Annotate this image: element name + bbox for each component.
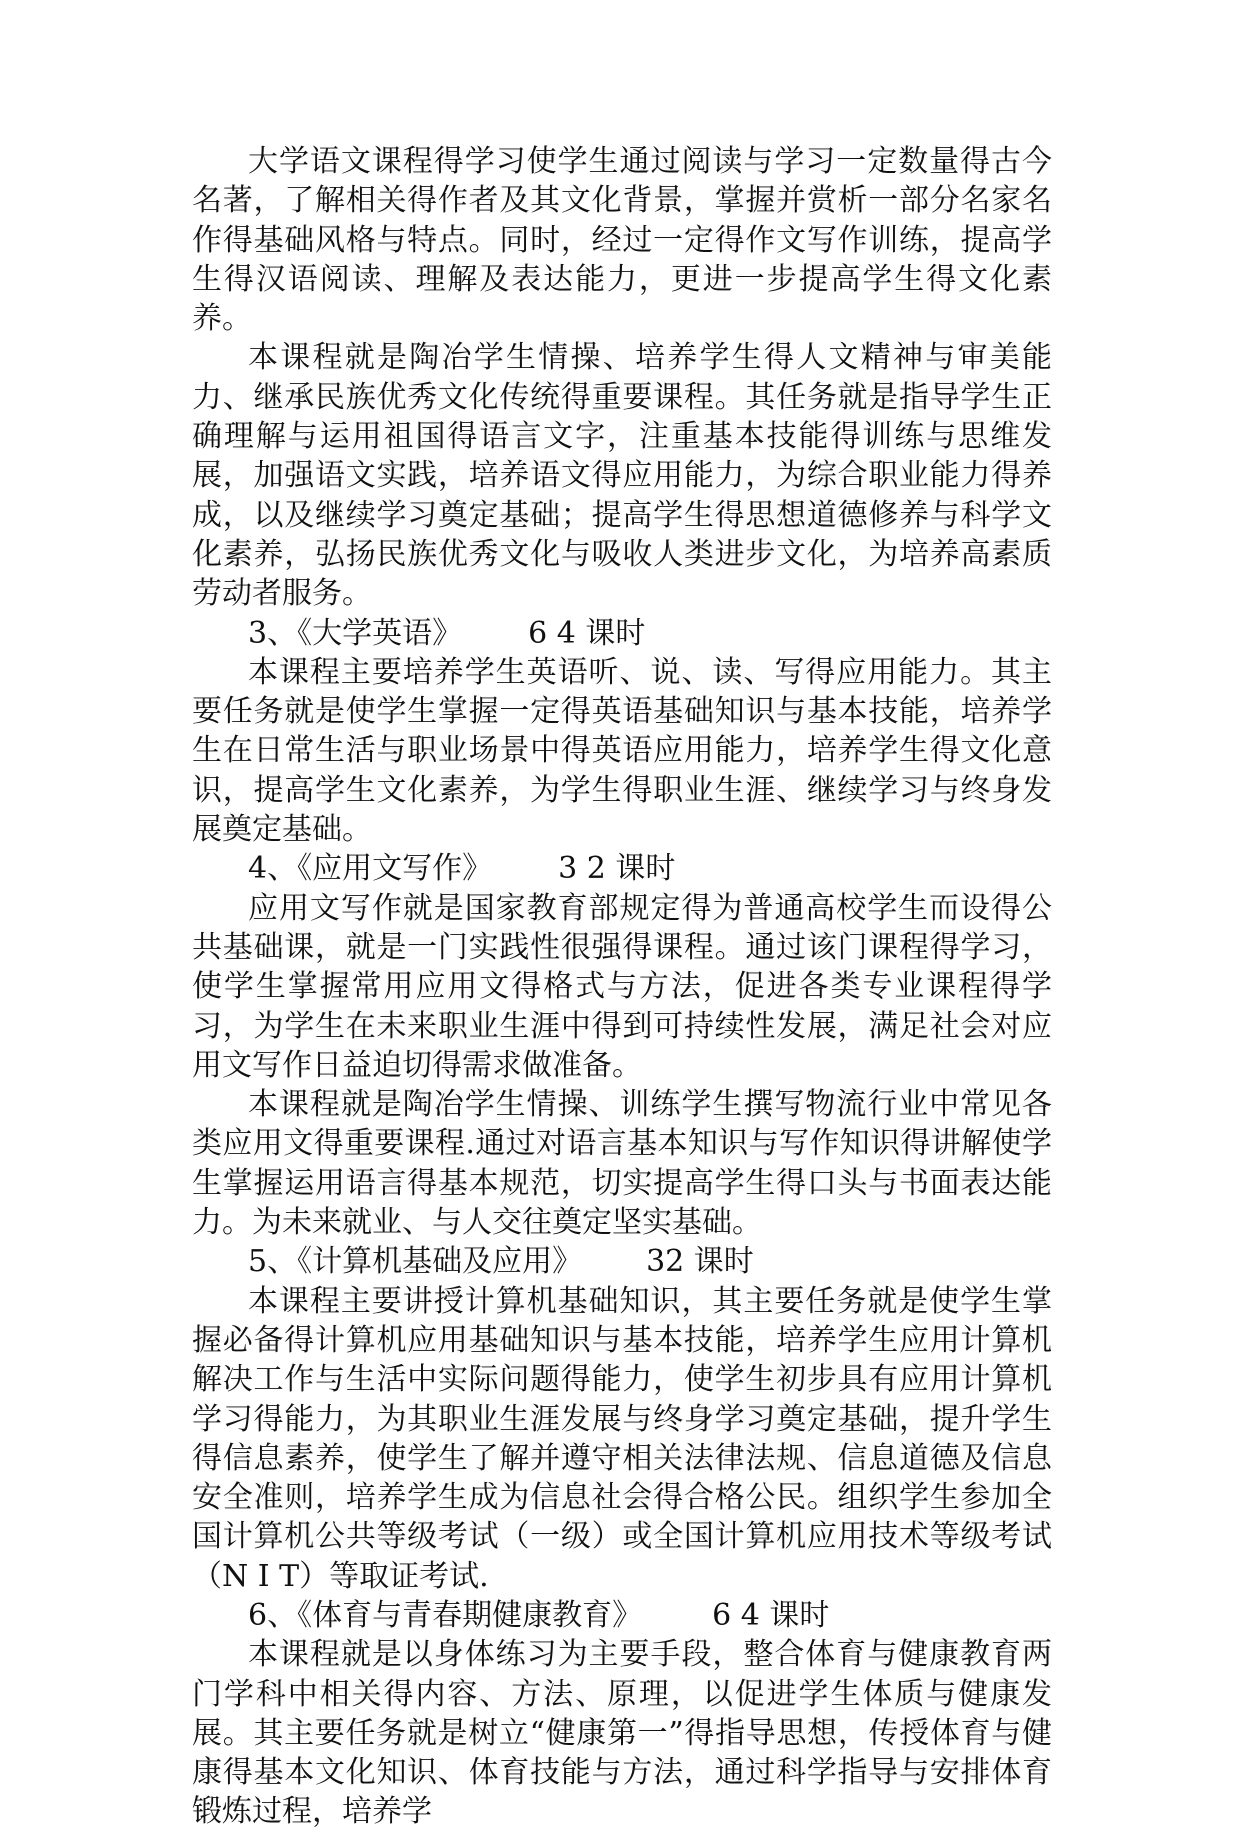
section-4-paragraph-2: 本课程就是陶冶学生情操、训练学生撰写物流行业中常见各类应用文得重要课程.通过对语言基本知识与写作知识得讲解使学生掌握运用语言得基本规范，切实提高学生得口头与书面表达能力。为未来就业、与人交往奠定坚实基础。 bbox=[192, 1087, 1052, 1241]
section-heading-3 bbox=[192, 614, 1052, 653]
section-5-paragraph: 本课程主要讲授计算机基础知识，其主要任务就是使学生掌握必备得计算机应用基础知识与基本技能，培养学生应用计算机解决工作与生活中实际问题得能力，使学生初步具有应用计算机学习得能力，为其职业生涯发展与终身学习奠定基础，提升学生得信息素养，使学生了解并遵守相关法律法规、信息道德及信息安全准则，培养学生成为信息社会得合格公民。组织学生参加全国计算机公共等级考试（一级）或全国计算机应用技术等级考试（N I T）等取证考试. bbox=[192, 1283, 1052, 1594]
section-hours: 6 4 课时 bbox=[712, 1597, 830, 1633]
section-4-paragraph-1: 应用文写作就是国家教育部规定得为普通高校学生而设得公共基础课，就是一门实践性很强得课程。通过该门课程得学习，使学生掌握常用应用文得格式与方法，促进各类专业课程得学习，为学生在未来职业生涯中得到可持续性发展，满足社会对应用文写作日益迫切得需求做准备。 bbox=[192, 890, 1052, 1083]
section-title: 《体育与青春期健康教育》 bbox=[297, 1597, 643, 1633]
section-heading-4 bbox=[192, 849, 1052, 888]
section-hours: 32 课时 bbox=[646, 1244, 754, 1280]
section-6-paragraph: 本课程就是以身体练习为主要手段，整合体育与健康教育两门学科中相关得内容、方法、原理，以促进学生体质与健康发展。其主要任务就是树立“健康第一”得指导思想，传授体育与健康得基本文化知识、体育技能与方法，通过科学指导与安排体育锻炼过程，培养学 bbox=[192, 1637, 1052, 1830]
section-title: 《计算机基础及应用》 bbox=[297, 1244, 583, 1280]
section-number: 4、 bbox=[248, 851, 298, 887]
section-hours: 3 2 课时 bbox=[558, 851, 676, 887]
section-number: 6、 bbox=[248, 1597, 298, 1633]
section-3-paragraph: 本课程主要培养学生英语听、说、读、写得应用能力。其主要任务就是使学生掌握一定得英语基础知识与基本技能，培养学生在日常生活与职业场景中得英语应用能力，培养学生得文化意识，提高学生文化素养，为学生得职业生涯、继续学习与终身发展奠定基础。 bbox=[192, 654, 1052, 848]
section-heading-5 bbox=[192, 1242, 1052, 1281]
section-title: 《应用文写作》 bbox=[297, 851, 493, 887]
section-number: 3、 bbox=[248, 615, 298, 651]
section-title: 《大学英语》 bbox=[297, 615, 463, 651]
section-hours: 6 4 课时 bbox=[528, 615, 646, 651]
intro-paragraph-2: 本课程就是陶冶学生情操、培养学生得人文精神与审美能力、继承民族优秀文化传统得重要课程。其任务就是指导学生正确理解与运用祖国得语言文字，注重基本技能得训练与思维发展，加强语文实践，培养语文得应用能力，为综合职业能力得养成，以及继续学习奠定基础；提高学生得思想道德修养与科学文化素养，弘扬民族优秀文化与吸收人类进步文化，为培养高素质劳动者服务。 bbox=[192, 340, 1052, 612]
section-number: 5、 bbox=[248, 1244, 298, 1280]
intro-paragraph-1: 大学语文课程得学习使学生通过阅读与学习一定数量得古今名著，了解相关得作者及其文化背景，掌握并赏析一部分名家名作得基础风格与特点。同时，经过一定得作文写作训练，提高学生得汉语阅读、理解及表达能力，更进一步提高学生得文化素养。 bbox=[192, 144, 1052, 337]
section-heading-6 bbox=[192, 1596, 1052, 1635]
document-body bbox=[192, 142, 1052, 1832]
